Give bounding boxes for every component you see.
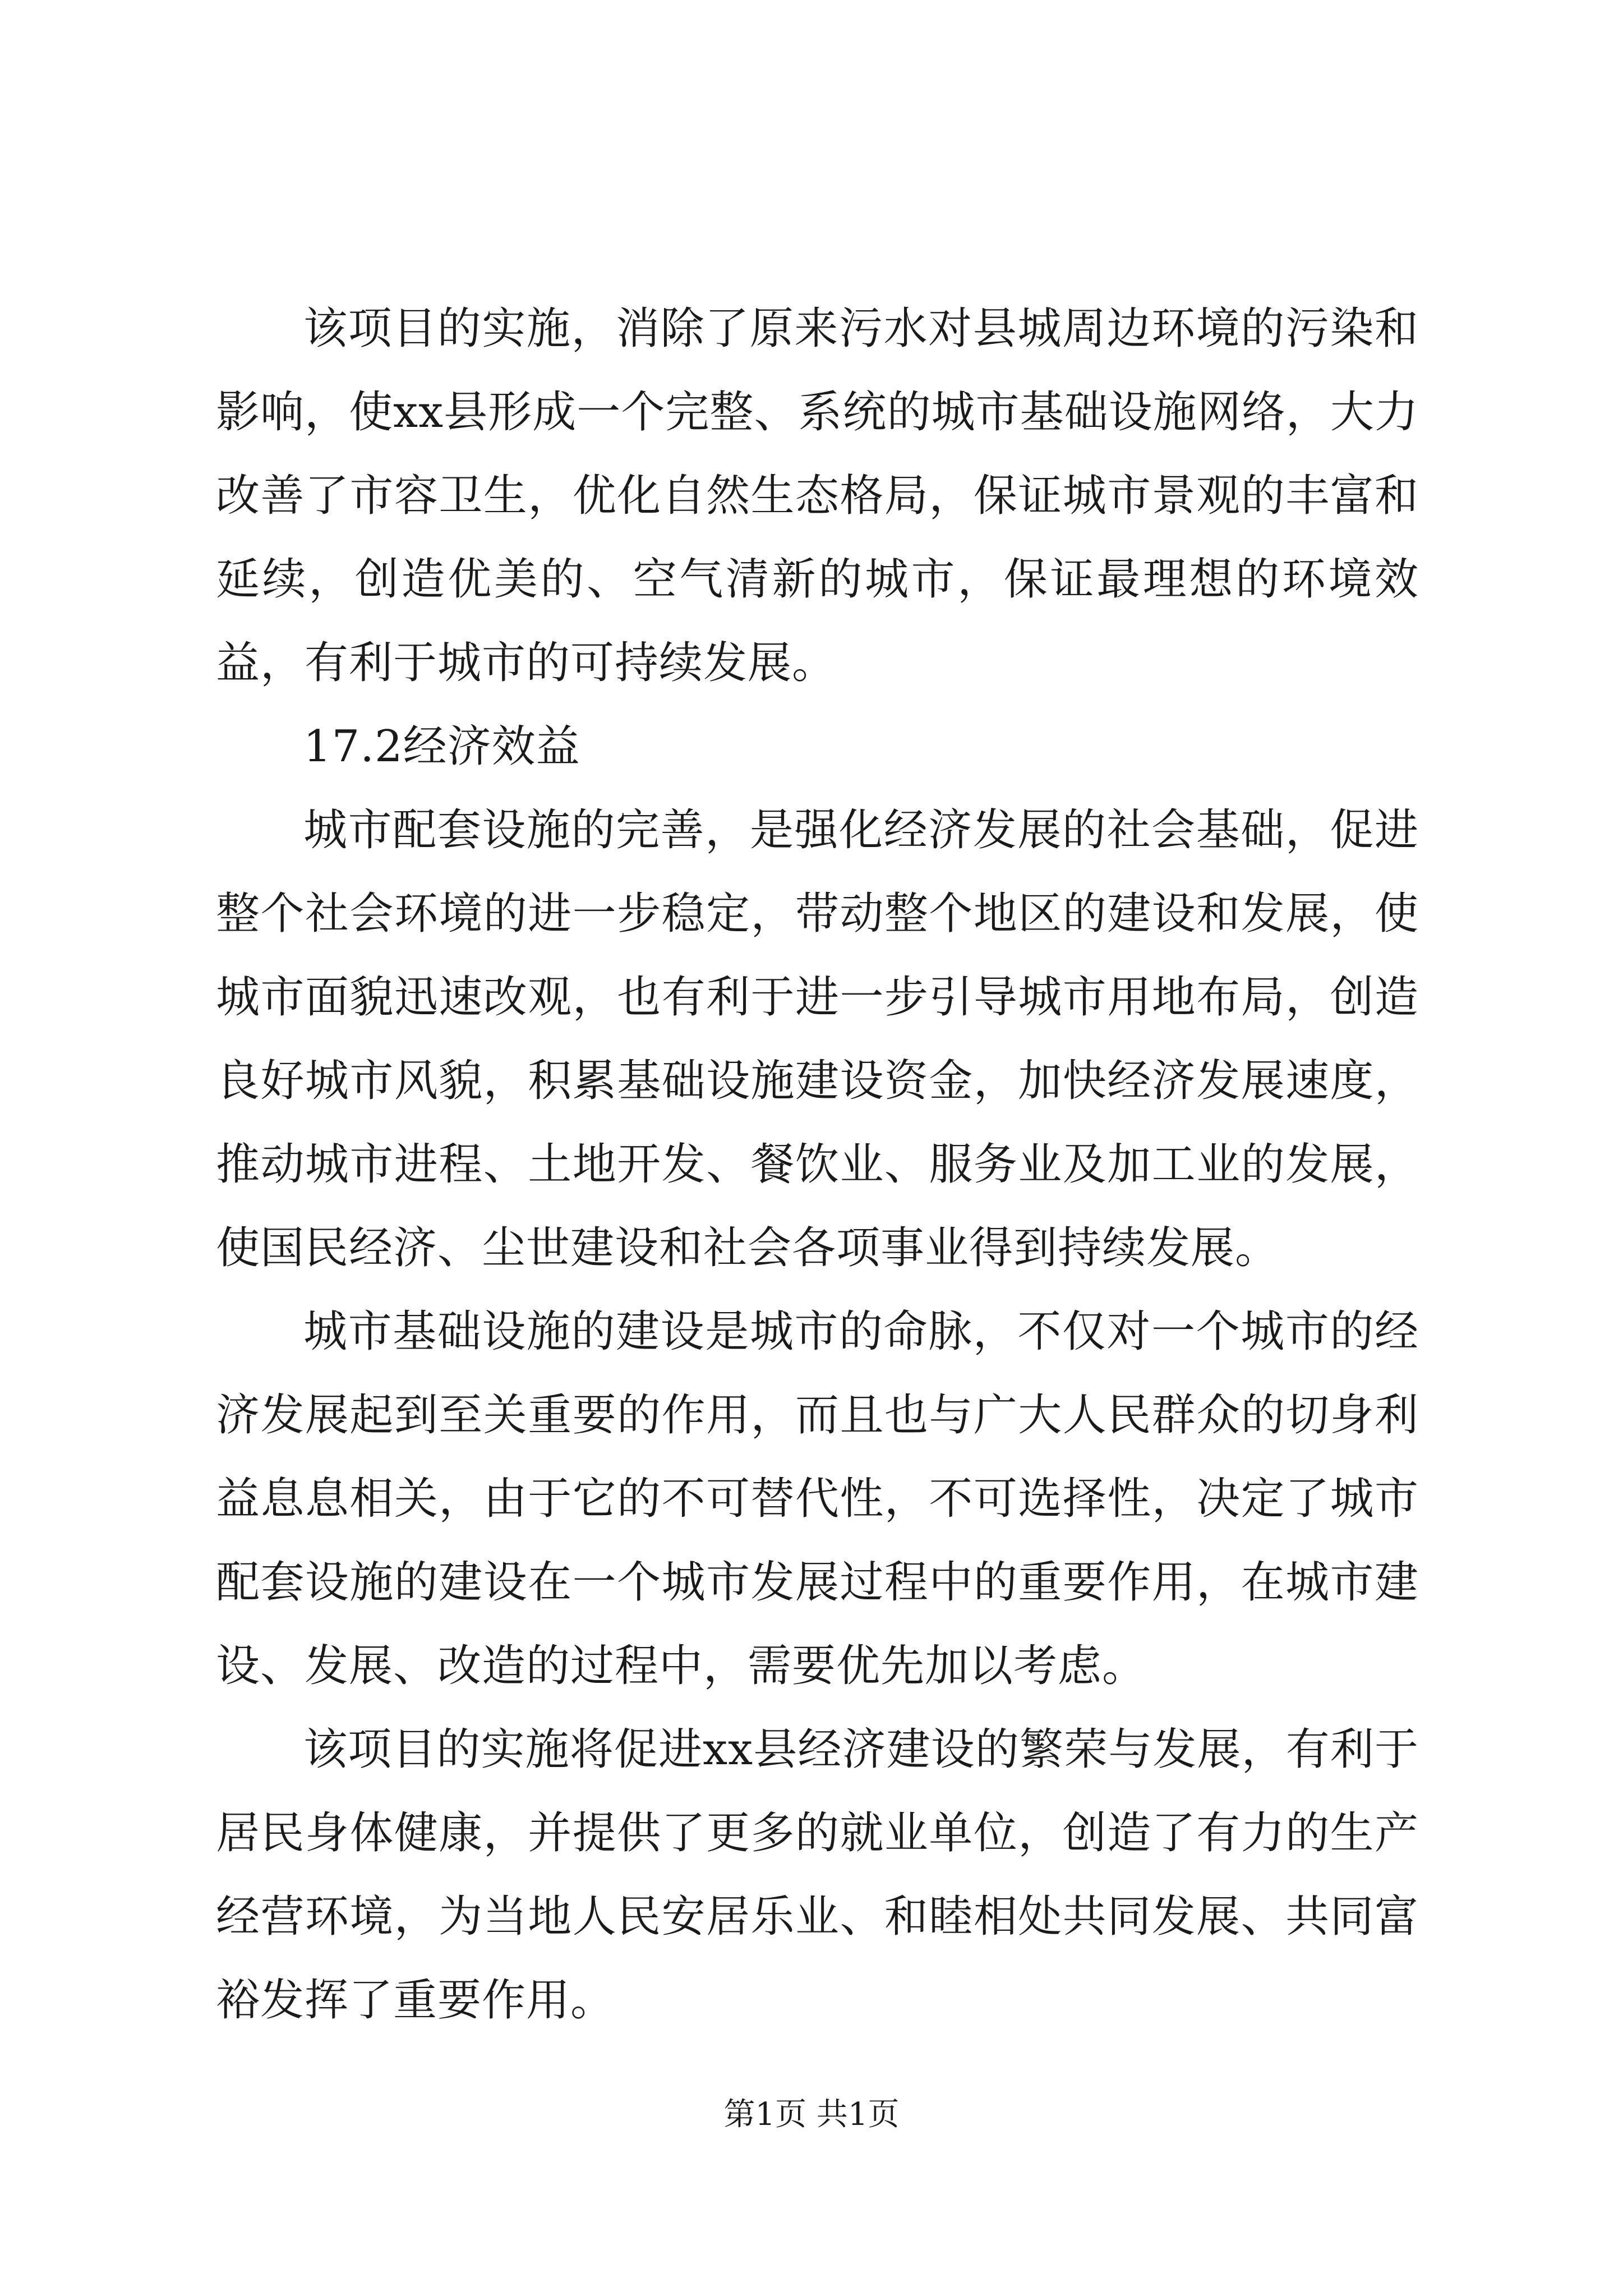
paragraph-infrastructure-lifeline: 城市基础设施的建设是城市的命脉，不仅对一个城市的经济发展起到至关重要的作用，而且也与广大人民群众的切身利益息息相关，由于它的不可替代性，不可选择性，决定了城市配套设施的建设在一个城市发展过程中的重要作用，在城市建设、发展、改造的过程中，需要优先加以考虑。 <box>216 1306 1419 1691</box>
document-body <box>216 287 1419 2042</box>
paragraph-project-impact: 该项目的实施将促进xx县经济建设的繁荣与发展，有利于居民身体健康，并提供了更多的就业单位，创造了有力的生产经营环境，为当地人民安居乐业、和睦相处共同发展、共同富裕发挥了重要作用。 <box>216 1724 1419 2026</box>
section-heading-economic-benefit: 17.2经济效益 <box>303 721 580 772</box>
page-footer: 第1页 共1页 <box>723 2096 900 2133</box>
paragraph-environmental-benefit: 该项目的实施，消除了原来污水对县城周边环境的污染和影响，使xx县形成一个完整、系统的城市基础设施网络，大力改善了市容卫生，优化自然生态格局，保证城市景观的丰富和延续，创造优美的、空气清新的城市，保证最理想的环境效益，有利于城市的可持续发展。 <box>216 303 1419 688</box>
paragraph-facilities-improvement: 城市配套设施的完善，是强化经济发展的社会基础，促进整个社会环境的进一步稳定，带动整个地区的建设和发展，使城市面貌迅速改观，也有利于进一步引导城市用地布局，创造良好城市风貌，积累基础设施建设资金，加快经济发展速度，推动城市进程、土地开发、餐饮业、服务业及加工业的发展，使国民经济、尘世建设和社会各项事业得到持续发展。 <box>216 805 1419 1273</box>
